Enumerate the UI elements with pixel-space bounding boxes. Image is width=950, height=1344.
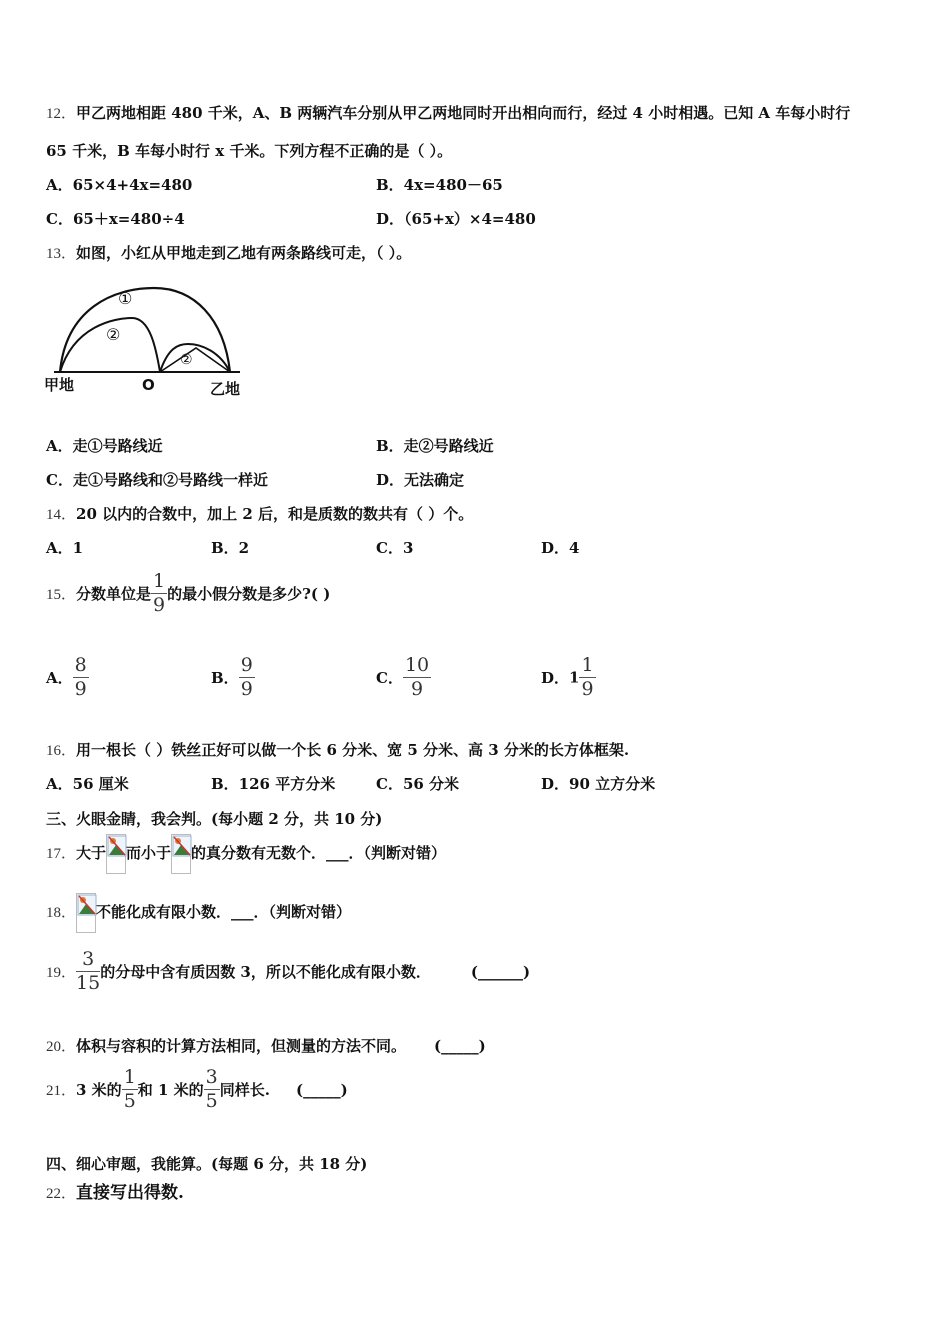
q15-option-a[interactable]: [46, 656, 89, 699]
q19-number: 19．: [46, 965, 77, 981]
q21-text2: 和 1 米的: [137, 1081, 204, 1099]
q14-line: [46, 503, 473, 524]
q15-option-b[interactable]: [211, 656, 255, 699]
q17-text1: 大于: [76, 844, 107, 862]
q15-option-b-den: 9: [240, 678, 253, 700]
q12-line1: [46, 102, 850, 123]
q15-option-a-frac: [73, 656, 89, 699]
q15-option-a-den: 9: [74, 678, 87, 700]
route-2b-label: ②: [180, 352, 193, 368]
q15-option-a-num: 8: [74, 654, 87, 676]
q13-option-c[interactable]: C．走①号路线和②号路线一样近: [46, 471, 268, 489]
q13-line: [46, 242, 411, 263]
q20-answer-blank[interactable]: (_____): [434, 1037, 486, 1055]
q15-frac-den: 9: [153, 594, 166, 616]
q18-number: 18．: [46, 905, 77, 921]
end-label: 乙地: [210, 380, 241, 398]
q14-number: 14．: [46, 507, 77, 523]
q12-option-b[interactable]: B．4x=480－65: [376, 176, 503, 194]
q17-line: [46, 834, 446, 874]
q17-text2: 而小于: [126, 844, 172, 862]
q20-number: 20．: [46, 1039, 77, 1055]
broken-image-icon: [76, 893, 96, 933]
q14-option-c[interactable]: C．3: [376, 539, 414, 557]
section-3-heading: 三、火眼金睛，我会判。(每小题 2 分，共 10 分): [46, 810, 383, 828]
q14-option-d[interactable]: D．4: [541, 539, 580, 557]
q16-number: 16．: [46, 743, 77, 759]
q21-fraction-1: [122, 1068, 138, 1111]
q19-fraction: [76, 950, 100, 993]
q19-text: 的分母中含有质因数 3，所以不能化成有限小数．: [100, 963, 431, 981]
q12-option-a[interactable]: A．65×4+4x=480: [46, 176, 193, 194]
q19-line: [46, 950, 530, 993]
q13-text: 如图，小红从甲地走到乙地有两条路线可走，（ ）。: [76, 244, 412, 262]
q21-text1: 3 米的: [76, 1081, 122, 1099]
q13-number: 13．: [46, 246, 77, 262]
route-1-arc: [60, 288, 230, 372]
q14-option-a[interactable]: A．1: [46, 539, 84, 557]
q16-option-a[interactable]: A．56 厘米: [46, 775, 129, 793]
q15-option-b-frac: [239, 656, 255, 699]
q21-text3: 同样长.: [219, 1081, 270, 1099]
q22-number: 22．: [46, 1186, 77, 1202]
q13-option-b[interactable]: B．走②号路线近: [376, 437, 494, 455]
q19-frac-den: 15: [76, 972, 101, 994]
q21-number: 21．: [46, 1083, 77, 1099]
q12-line2: 65 千米，B 车每小时行 x 千米。下列方程不正确的是（ ）。: [46, 142, 453, 160]
q21-f1-num: 1: [123, 1066, 136, 1088]
q14-option-b[interactable]: B．2: [211, 539, 250, 557]
q16-option-b[interactable]: B．126 平方分米: [211, 775, 336, 793]
q15-option-c[interactable]: [376, 656, 431, 699]
broken-image-icon: [106, 834, 126, 874]
q16-option-c[interactable]: C．56 分米: [376, 775, 460, 793]
q22-line: [46, 1178, 184, 1203]
q18-text: 不能化成有限小数．___．（判断对错）: [96, 903, 352, 921]
q16-option-d[interactable]: D．90 立方分米: [541, 775, 656, 793]
q15-option-d-den: 9: [581, 678, 594, 700]
q15-option-c-den: 9: [411, 678, 424, 700]
q15-option-d-num: 1: [581, 654, 594, 676]
q21-f1-den: 5: [123, 1090, 136, 1112]
q21-answer-blank[interactable]: (_____): [296, 1080, 348, 1099]
q15-option-d-frac: [579, 656, 595, 699]
q15-option-d[interactable]: [541, 656, 596, 699]
q15-option-c-frac: [403, 656, 431, 699]
q15-option-b-num: 9: [240, 654, 253, 676]
q15-frac-num: 1: [153, 570, 166, 592]
route-1-label: ①: [118, 289, 133, 308]
q15-fraction: [151, 572, 167, 615]
q21-f2-den: 5: [205, 1090, 218, 1112]
q19-answer-blank[interactable]: (______): [470, 962, 531, 981]
q22-text: 直接写出得数.: [76, 1183, 184, 1203]
q21-line: [46, 1068, 348, 1111]
section-4-heading: 四、细心审题，我能算。(每题 6 分，共 18 分): [46, 1155, 368, 1173]
q15-option-c-num: 10: [404, 654, 430, 676]
q15-line: [46, 572, 330, 615]
q16-text: 用一根长（ ）铁丝正好可以做一个长 6 分米、宽 5 分米、高 3 分米的长方体框架.: [76, 741, 630, 759]
q18-line: [46, 893, 351, 933]
q12-number: 12．: [46, 106, 77, 122]
q14-text: 20 以内的合数中，加上 2 后，和是质数的数共有（ ）个。: [76, 505, 474, 523]
q15-option-b-label: B．: [211, 669, 239, 687]
q17-number: 17．: [46, 846, 77, 862]
route-2-label: ②: [106, 325, 121, 344]
q21-f2-num: 3: [205, 1066, 218, 1088]
q15-option-d-whole: 1: [569, 668, 580, 687]
q15-number: 15．: [46, 587, 77, 603]
q19-frac-num: 3: [76, 950, 100, 972]
q20-line: [46, 1035, 486, 1056]
q15-option-c-label: C．: [376, 669, 403, 687]
q12-text1: 甲乙两地相距 480 千米，A、B 两辆汽车分别从甲乙两地同时开出相向而行，经过 4 小时相遇。已知 A 车每小时行: [76, 104, 851, 122]
q15-option-d-label: D．: [541, 669, 570, 687]
q12-option-d[interactable]: D．（65+x）×4=480: [376, 210, 536, 228]
route-diagram: [44, 278, 258, 402]
q17-text3: 的真分数有无数个．___．（判断对错）: [191, 844, 447, 862]
broken-image-icon: [171, 834, 191, 874]
q13-option-d[interactable]: D．无法确定: [376, 471, 465, 489]
q15-option-a-label: A．: [46, 669, 73, 687]
q12-option-c[interactable]: C．65＋x=480÷4: [46, 210, 185, 228]
q15-text-after: 的最小假分数是多少?( ): [167, 585, 331, 603]
mid-label: O: [142, 376, 155, 394]
q16-line: [46, 739, 629, 760]
q15-text-before: 分数单位是: [76, 585, 152, 603]
q21-fraction-2: [204, 1068, 220, 1111]
q13-option-a[interactable]: A．走①号路线近: [46, 437, 163, 455]
start-label: 甲地: [44, 376, 75, 394]
q20-text: 体积与容积的计算方法相同，但测量的方法不同。: [76, 1037, 407, 1055]
